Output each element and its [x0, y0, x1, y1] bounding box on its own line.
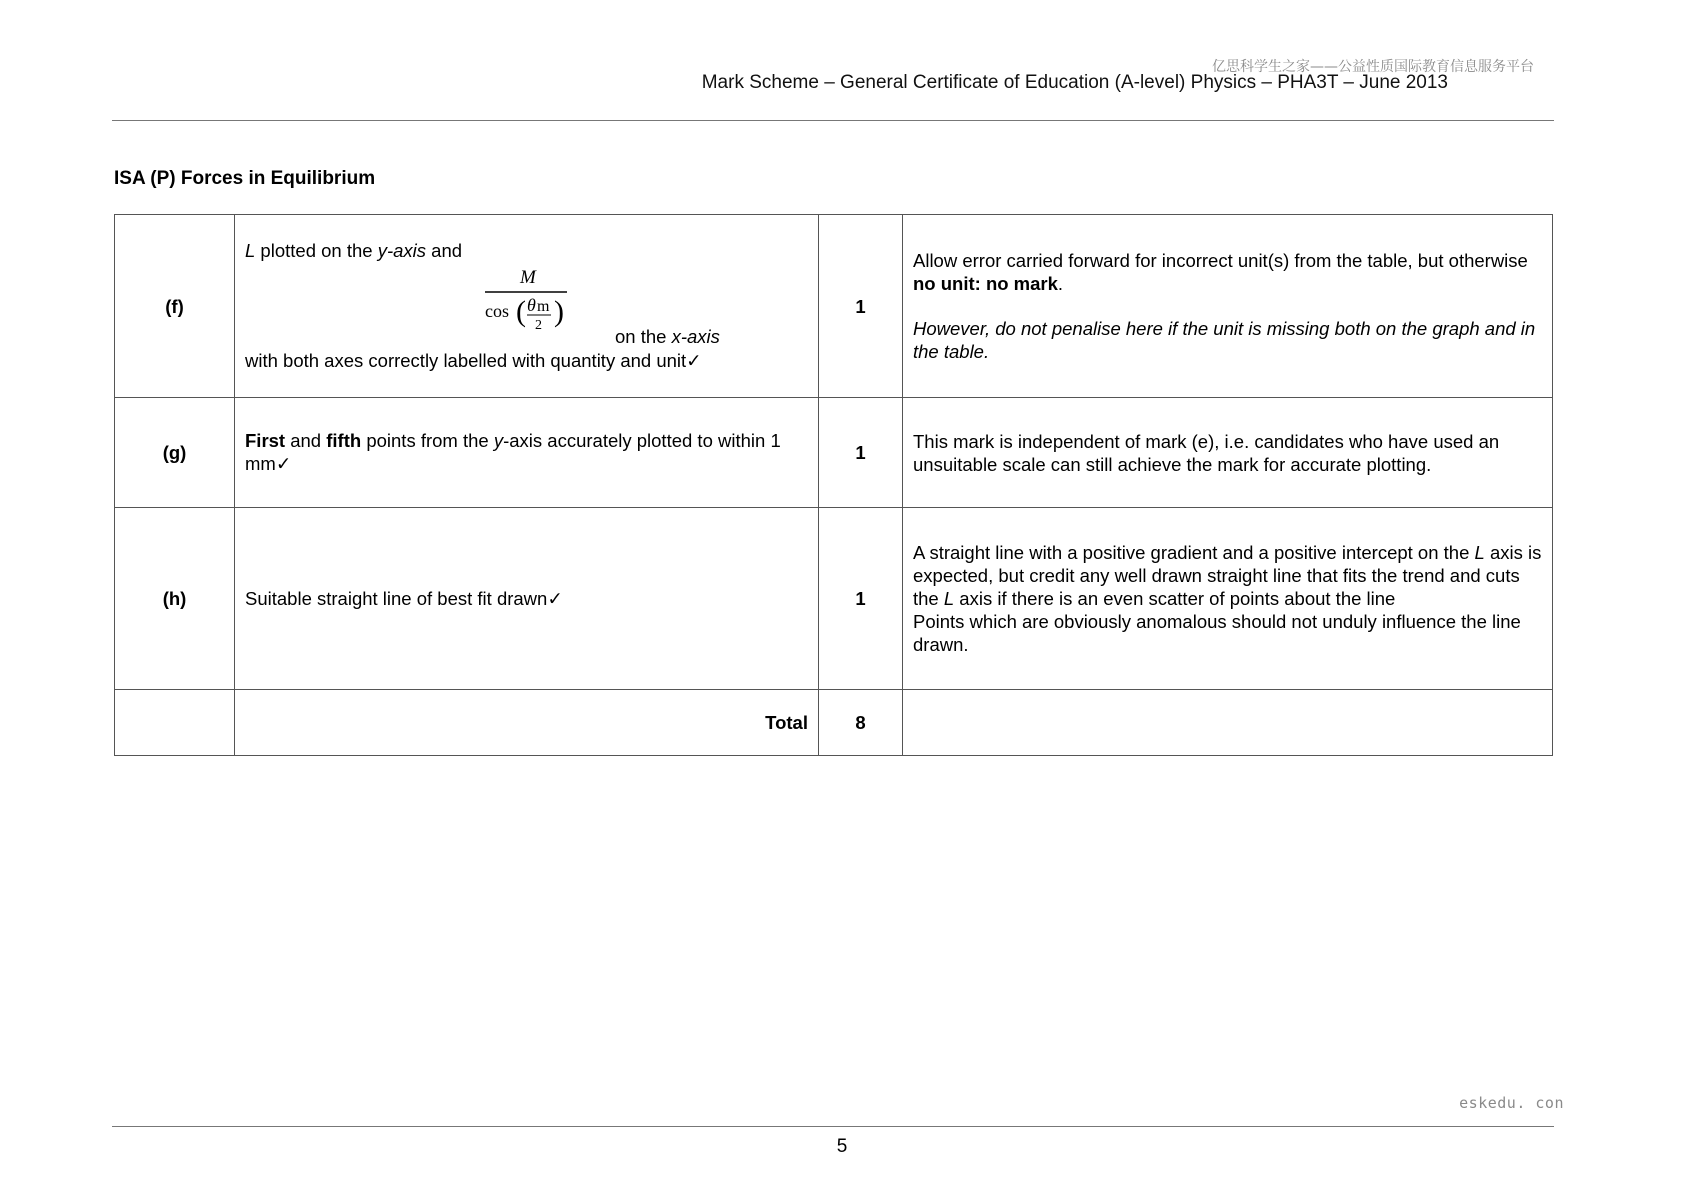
guidance-cell — [903, 508, 1553, 690]
svg-text:M: M — [520, 267, 536, 288]
header-rule — [112, 120, 1554, 121]
total-label: Total — [235, 690, 819, 756]
guidance-text: Points which are obviously anomalous should not unduly influence the line drawn. — [913, 611, 1521, 655]
answer-line: with both axes correctly labelled with quantity and unit✓ — [245, 350, 702, 372]
table-row-total — [115, 690, 1553, 756]
mark-scheme-table — [114, 214, 1553, 756]
guidance-text: Allow error carried forward for incorrect unit(s) from the table, but otherwise no unit: no mark. — [913, 250, 1528, 294]
footer-watermark: eskedu. con — [1459, 1094, 1564, 1112]
guidance-text: However, do not penalise here if the unit is missing both on the graph and in the table. — [913, 318, 1536, 362]
svg-text:2: 2 — [535, 318, 542, 333]
svg-text:m: m — [537, 298, 550, 315]
mark-value: 1 — [819, 398, 903, 508]
running-header: Mark Scheme – General Certificate of Education (A-level) Physics – PHA3T – June 2013 — [701, 72, 1448, 93]
fraction-formula — [483, 263, 573, 333]
mark-value: 1 — [819, 508, 903, 690]
guidance-text: A straight line with a positive gradient and a positive intercept on the L axis is expected, but credit any well drawn straight line that fits the trend and cuts the L axis if there is an even scatter of points about the line — [913, 542, 1542, 609]
svg-text:): ) — [554, 295, 564, 328]
tick-icon: ✓ — [686, 351, 702, 372]
part-label: (f) — [115, 215, 235, 398]
section-title: ISA (P) Forces in Equilibrium — [114, 168, 376, 189]
answer-line: on the x-axis — [615, 326, 720, 347]
mark-value: 1 — [819, 215, 903, 398]
svg-text:cos: cos — [485, 301, 509, 321]
svg-text:θ: θ — [527, 295, 536, 315]
part-label: (g) — [115, 398, 235, 508]
empty-cell — [903, 690, 1553, 756]
page-number: 5 — [836, 1136, 848, 1157]
tick-icon: ✓ — [547, 588, 563, 610]
table-row-f — [115, 215, 1553, 398]
total-mark: 8 — [819, 690, 903, 756]
tick-icon: ✓ — [275, 454, 292, 475]
header-watermark: 亿思科学生之家——公益性质国际教育信息服务平台 — [1212, 59, 1534, 75]
guidance-cell — [903, 215, 1553, 398]
svg-text:(: ( — [516, 295, 526, 328]
guidance-cell: This mark is independent of mark (e), i.e. candidates who have used an unsuitable scale can still achieve the mark for accurate plotting. — [903, 398, 1553, 508]
answer-cell: First and fifth points from the y-axis accurately plotted to within 1 mm✓ — [235, 398, 819, 508]
footer-rule — [112, 1126, 1554, 1127]
part-label: (h) — [115, 508, 235, 690]
empty-cell — [115, 690, 235, 756]
answer-cell — [235, 215, 819, 398]
answer-line: L plotted on the y-axis and — [245, 240, 463, 261]
answer-cell: Suitable straight line of best fit drawn✓ — [235, 508, 819, 690]
table-row-g — [115, 398, 1553, 508]
table-row-h — [115, 508, 1553, 690]
